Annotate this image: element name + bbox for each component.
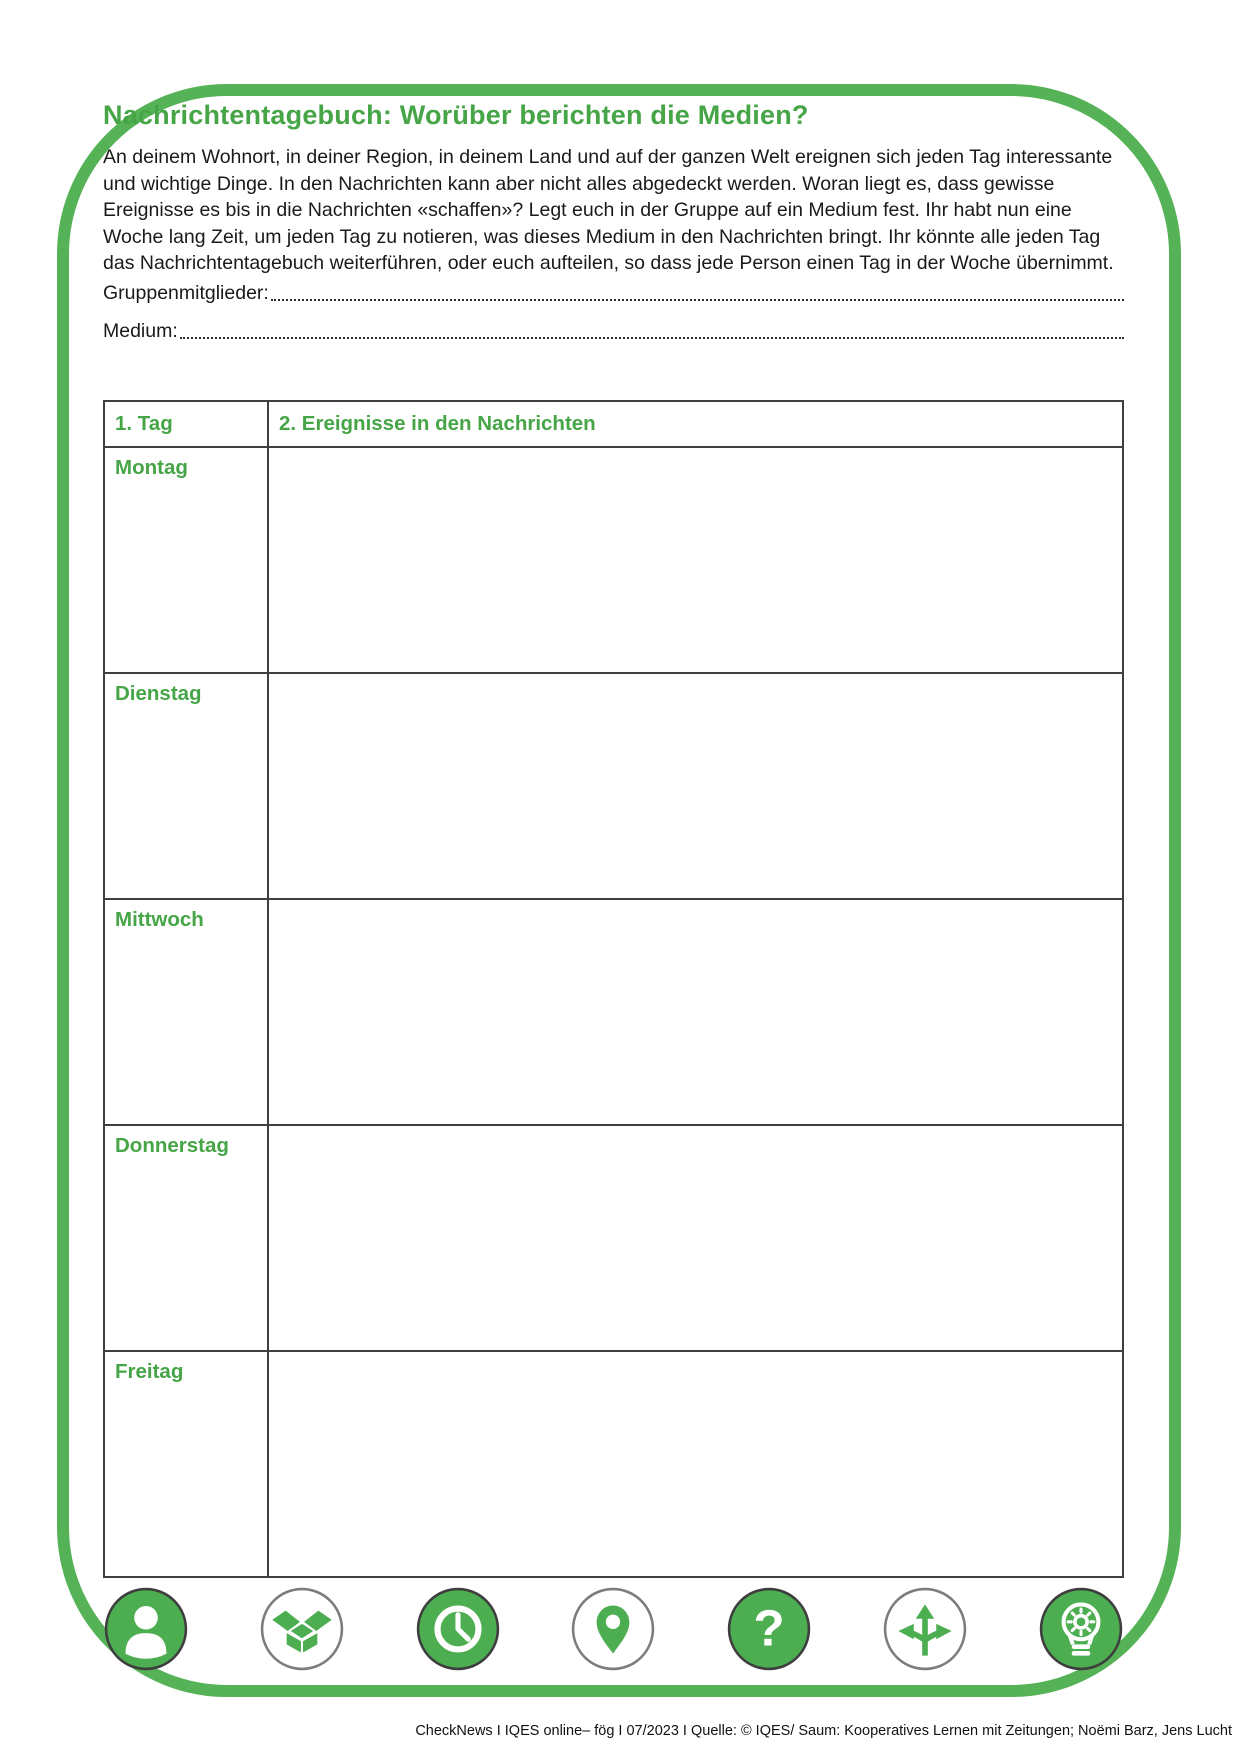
table-row-monday (104, 447, 1123, 673)
intro-paragraph: An deinem Wohnort, in deiner Region, in deinem Land und auf der ganzen Welt ereignen sich jeden Tag interessante und wichtige Dinge. In den Nachrichten kann aber nicht alles abgedeckt werden. Woran liegt es, dass gewisse Ereignisse es bis in die Nachrichten «schaffen»? Legt euch in der Gruppe auf ein Medium fest. Ihr habt nun eine Woche lang Zeit, um jeden Tag zu notieren, was dieses Medium in den Nachrichten bringt. Ihr könnte alle jeden Tag das Nachrichtentagebuch weiterführen, oder euch aufteilen, so dass jede Person einen Tag in der Woche übernimmt. (103, 146, 1114, 275)
footer-icon-row (103, 1586, 1124, 1672)
medium-field (103, 320, 1124, 343)
group-members-field (103, 282, 1124, 305)
person-icon (103, 1586, 189, 1672)
header-events: 2. Ereignisse in den Nachrichten (279, 412, 596, 435)
events-cell-thursday (268, 1125, 1123, 1351)
events-cell-wednesday (268, 899, 1123, 1125)
lightbulb-gear-icon (1038, 1586, 1124, 1672)
events-cell-tuesday (268, 673, 1123, 899)
table-row-thursday (104, 1125, 1123, 1351)
question-mark-icon (726, 1586, 812, 1672)
table-row-wednesday (104, 899, 1123, 1125)
group-members-label: Gruppenmitglieder: (103, 282, 269, 304)
table-header-row (104, 401, 1123, 447)
events-cell-friday (268, 1351, 1123, 1577)
day-label-tuesday: Dienstag (115, 682, 202, 705)
page-title: Nachrichtentagebuch: Worüber berichten die Medien? (103, 100, 809, 130)
medium-dotted-line (180, 337, 1124, 339)
day-label-friday: Freitag (115, 1360, 184, 1383)
news-diary-table (103, 400, 1124, 1578)
medium-label: Medium: (103, 320, 178, 342)
directions-arrows-icon (882, 1586, 968, 1672)
header-day: 1. Tag (115, 412, 173, 435)
question-mark-glyph: ? (753, 1599, 785, 1657)
day-label-thursday: Donnerstag (115, 1134, 229, 1157)
clock-icon (415, 1586, 501, 1672)
table-row-friday (104, 1351, 1123, 1577)
group-members-dotted-line (271, 299, 1124, 301)
day-label-wednesday: Mittwoch (115, 908, 204, 931)
day-label-monday: Montag (115, 456, 188, 479)
footer-credit: CheckNews I IQES online– fög I 07/2023 I Quelle: © IQES/ Saum: Kooperatives Lernen mit Zeitungen; Noëmi Barz, Jens Lucht (415, 1723, 1232, 1739)
events-cell-monday (268, 447, 1123, 673)
table-row-tuesday (104, 673, 1123, 899)
open-box-icon (259, 1586, 345, 1672)
location-pin-icon (570, 1586, 656, 1672)
